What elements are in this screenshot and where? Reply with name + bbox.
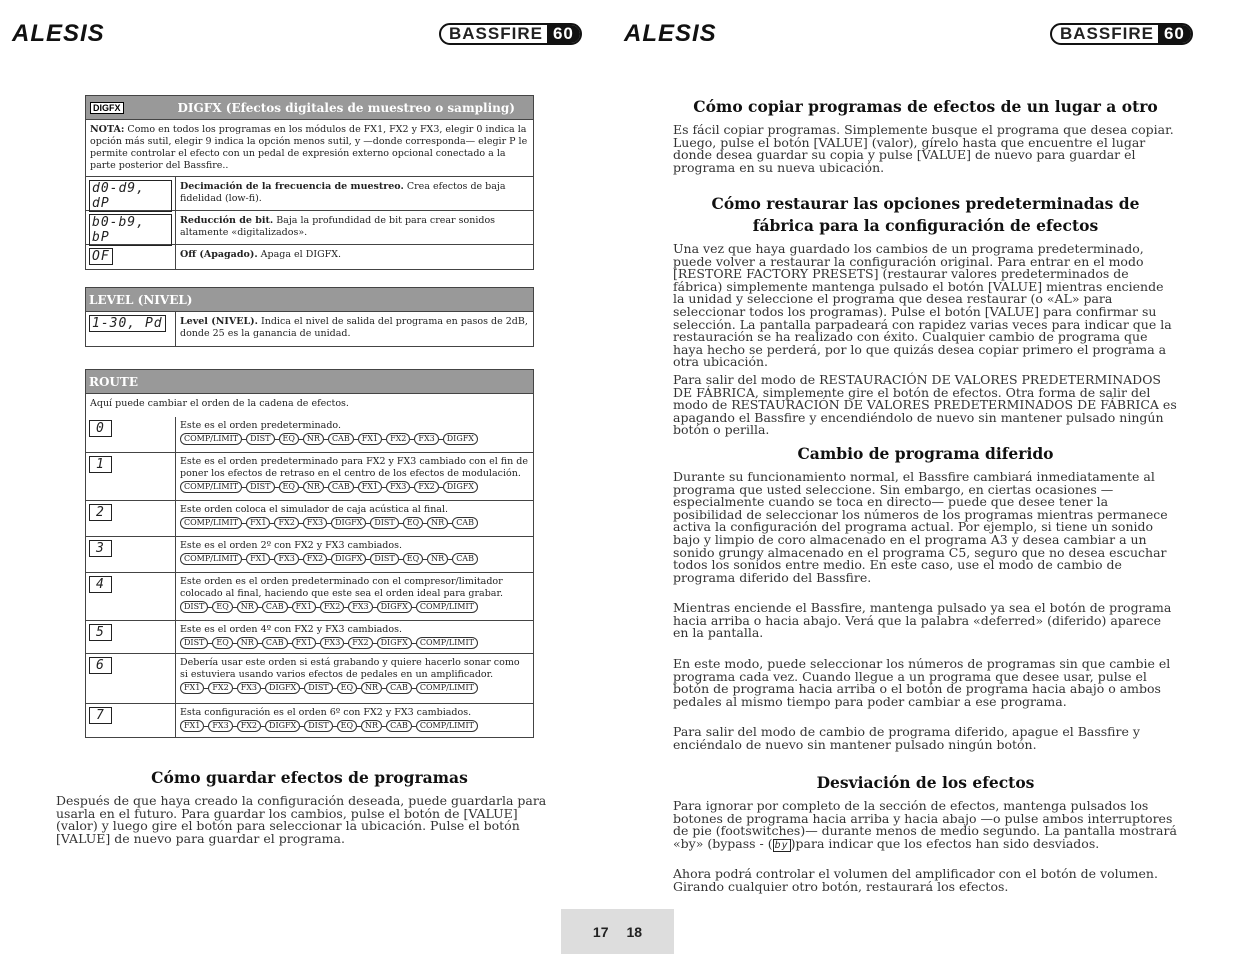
effect-chip: NR — [427, 517, 448, 529]
page-number-right: 18 — [626, 923, 643, 940]
lcd-display: 1-30, Pd — [89, 315, 166, 332]
digfx-row — [86, 176, 533, 210]
row-desc: Indica el nivel de salida del programa en pasos de 2dB, donde 25 es la ganancia de unidad. — [180, 316, 528, 339]
effect-chip: CAB — [262, 601, 288, 613]
digfx-header — [86, 96, 533, 120]
effect-chip: DIST — [304, 682, 332, 694]
lcd-cell — [86, 417, 176, 452]
effect-chip: DIGFX — [443, 481, 478, 493]
effect-chain — [180, 682, 529, 694]
route-row — [86, 452, 533, 500]
row-desc: Apaga el DIGFX. — [260, 249, 342, 260]
effect-chip: FX1 — [358, 433, 382, 445]
digfx-note — [86, 120, 533, 176]
effect-chip: EQ — [212, 637, 232, 649]
effect-chip: DIGFX — [331, 517, 366, 529]
effect-chip: COMP/LIMIT — [180, 433, 242, 445]
effect-chip: EQ — [279, 481, 299, 493]
route-row — [86, 620, 533, 653]
lcd-cell — [86, 654, 176, 703]
bassfire-number: 60 — [547, 25, 580, 43]
chain-connector — [275, 439, 279, 440]
effect-chip: FX3 — [303, 517, 327, 529]
effect-chip: EQ — [212, 601, 232, 613]
level-header — [86, 288, 533, 312]
paragraph-save: Después de que haya creado la configuración deseada, puede guardarla para usarla en el futuro. Para guardar los cambios, pulse el botón de [VALUE] (valor) y luego gire el botón para seleccionar la ubicación. Pulse el botón [VALUE] de nuevo para guardar el programa. — [56, 793, 547, 846]
bassfire-text: BASSFIRE — [1060, 24, 1154, 43]
paragraph-copy: Es fácil copiar programas. Simplemente busque el programa que desea copiar. Luego, pulse el botón [VALUE] (valor), gírelo hasta que encuentre el lugar donde desea guardar su copia y pulse [VALUE] de nuevo para guardar el programa en su nueva ubicación. — [673, 122, 1174, 175]
effect-chip: NR — [303, 433, 324, 445]
bypass-lcd: by — [774, 839, 789, 851]
effect-chip: COMP/LIMIT — [180, 481, 242, 493]
level-row — [86, 312, 533, 346]
bassfire-number: 60 — [1158, 25, 1191, 43]
effect-chain — [180, 637, 529, 649]
effect-chip: EQ — [337, 720, 357, 732]
bassfire-logo-right — [1050, 23, 1193, 45]
page-numbers — [561, 909, 674, 954]
effect-chip: FX2 — [237, 720, 261, 732]
route-title: ROUTE — [89, 374, 138, 389]
bypass-text-b: )para indicar que los efectos han sido desviados. — [790, 835, 1100, 851]
effect-chain — [180, 517, 529, 529]
paragraph-deferred-3: En este modo, puede seleccionar los números de programas sin que cambie el programa cada vez. Cuando llegue a un programa que desee usar, pulse el botón de programa hacia arriba o el botón de programa hacia abajo o ambos pedales al mismo tiempo para poder cambiar a ese programa. — [673, 656, 1171, 709]
digfx-row — [86, 244, 533, 269]
lcd-cell — [86, 501, 176, 536]
effect-chip: DIGFX — [377, 637, 412, 649]
effect-chip: FX3 — [274, 553, 298, 565]
effect-chip: DIST — [304, 720, 332, 732]
effect-chain — [180, 601, 529, 613]
alesis-logo-right: ALESIS — [624, 20, 717, 47]
paragraph-volume: Ahora podrá controlar el volumen del amplificador con el botón de volumen. Girando cualquier otro botón, restaurará los efectos. — [673, 866, 1158, 894]
row-label: Off (Apagado). — [180, 249, 258, 260]
lcd-display: 3 — [89, 540, 112, 557]
heading-save: Cómo guardar efectos de programas — [151, 768, 468, 787]
route-row — [86, 653, 533, 703]
lcd-cell — [86, 245, 176, 269]
effect-chip: NR — [303, 481, 324, 493]
route-desc: Esta configuración es el orden 6º con FX2 y FX3 cambiados. — [180, 707, 472, 718]
effect-chain — [180, 481, 529, 493]
effect-chip: CAB — [328, 481, 354, 493]
effect-chip: EQ — [279, 433, 299, 445]
lcd-cell — [86, 177, 176, 210]
route-row — [86, 572, 533, 620]
effect-chip: DIGFX — [331, 553, 366, 565]
effect-chip: DIST — [370, 517, 398, 529]
digfx-row — [86, 210, 533, 244]
lcd-cell — [86, 312, 176, 346]
paragraph-deferred-2: Mientras enciende el Bassfire, mantenga pulsado ya sea el botón de programa hacia arriba o hacia abajo. Verá que la palabra «deferred» (diferido) aparece en la pantalla. — [673, 600, 1172, 641]
effect-chip: DIGFX — [377, 601, 412, 613]
effect-chip: FX3 — [386, 481, 410, 493]
row-desc: Baja la profundidad de bit para crear sonidos altamente «digitalizados». — [180, 215, 496, 238]
route-header — [86, 370, 533, 394]
lcd-display: OF — [89, 248, 113, 265]
heading-restore-line2: fábrica para la configuración de efectos — [752, 216, 1099, 235]
effect-chip: DIGFX — [265, 682, 300, 694]
effect-chip: FX3 — [237, 682, 261, 694]
digfx-title: DIGFX (Efectos digitales de muestreo o sampling) — [177, 100, 515, 115]
effect-chip: FX1 — [358, 481, 382, 493]
effect-chip: DIGFX — [265, 720, 300, 732]
effect-chip: COMP/LIMIT — [180, 517, 242, 529]
bassfire-logo-left — [439, 23, 582, 45]
digfx-table — [85, 95, 534, 270]
row-label: Level (NIVEL). — [180, 316, 258, 327]
effect-chip: DIGFX — [443, 433, 478, 445]
effect-chip: CAB — [262, 637, 288, 649]
effect-chip: EQ — [403, 517, 423, 529]
effect-chain — [180, 553, 529, 565]
effect-chain — [180, 433, 529, 445]
route-row — [86, 500, 533, 536]
effect-chip: FX2 — [208, 682, 232, 694]
effect-chip: COMP/LIMIT — [180, 553, 242, 565]
effect-chip: FX3 — [348, 601, 372, 613]
paragraph-restore: Una vez que haya guardado los cambios de un programa predeterminado, puede volver a restaurar la configuración original. Para entrar en el modo [RESTORE FACTORY PRESETS] (restaurar valores predeterminados de fábrica) simplemente mantenga pulsado el botón [VALUE] mientras enciende la unidad y seleccione el programa que desea restaurar (o «AL» para seleccionar todos los programas). Pulse el botón [VALUE] para confirmar su selección. La pantalla parpadeará con rapidez varias veces para indicar que la restauración se ha realizado con éxito. Cualquier cambio de programa que haya hecho se perderá, por lo que quizás desea copiar primero el programa a otra ubicación. — [673, 241, 1172, 370]
level-title: LEVEL (NIVEL) — [89, 292, 193, 307]
lcd-cell — [86, 704, 176, 737]
lcd-display: 6 — [89, 657, 112, 674]
route-row — [86, 417, 533, 452]
paragraph-deferred-1: Durante su funcionamiento normal, el Bassfire cambiará inmediatamente al programa que usted seleccione. Sin embargo, en ciertas ocasiones —especialmente cuando se toca en directo— puede que desee tener la posibilidad de seleccionar los números de los programas mientras permanece activa la configuración del programa actual. Por ejemplo, si tiene un sonido bajo y limpio de coro almacenado en el programa A3 y desea cambiar a un sonido grungy almacenado en el programa C5, seguro que no desea escuchar todos los sonidos entre medio. En este caso, use el modo de cambio de programa diferido del Bassfire. — [673, 469, 1168, 585]
lcd-display: b0-b9, bP — [89, 214, 172, 246]
row-label: Decimación de la frecuencia de muestreo. — [180, 181, 404, 192]
route-desc: Este es el orden 4º con FX2 y FX3 cambiados. — [180, 624, 402, 635]
lcd-display: 2 — [89, 504, 112, 521]
route-desc: Este es el orden predeterminado. — [180, 420, 341, 431]
effect-chip: NR — [427, 553, 448, 565]
heading-copy: Cómo copiar programas de efectos de un lugar a otro — [693, 97, 1158, 116]
effect-chip: COMP/LIMIT — [416, 682, 478, 694]
lcd-cell — [86, 537, 176, 572]
effect-chip: NR — [361, 720, 382, 732]
effect-chip: FX3 — [208, 720, 232, 732]
effect-chip: COMP/LIMIT — [416, 720, 478, 732]
bypass-text-a: Para ignorar por completo de la sección de efectos, mantenga pulsados los botones de programa hacia arriba y hacia abajo —o pulse ambos interruptores de pie (footswitches)— durante menos de medio segundo. La pantalla mostrará «by» (bypass - ( — [673, 798, 1177, 851]
effect-chip: FX2 — [320, 601, 344, 613]
lcd-cell — [86, 573, 176, 620]
effect-chip: NR — [361, 682, 382, 694]
paragraph-bypass — [673, 800, 1178, 852]
effect-chip: FX3 — [320, 637, 344, 649]
effect-chain — [180, 720, 529, 732]
chain-connector — [275, 487, 279, 488]
effect-chip: FX2 — [303, 553, 327, 565]
effect-chip: FX1 — [180, 720, 204, 732]
paragraph-deferred-4: Para salir del modo de cambio de programa diferido, apague el Bassfire y enciéndalo de nuevo sin mantener pulsado ningún botón. — [673, 724, 1140, 752]
effect-chip: DIST — [246, 481, 274, 493]
digfx-icon: DIGFX — [90, 102, 124, 114]
lcd-display: 0 — [89, 420, 112, 437]
effect-chip: DIST — [180, 601, 208, 613]
effect-chip: NR — [237, 637, 258, 649]
lcd-display: d0-d9, dP — [89, 180, 172, 212]
route-desc: Este orden coloca el simulador de caja acústica al final. — [180, 504, 449, 515]
effect-chip: FX2 — [386, 433, 410, 445]
lcd-display: 4 — [89, 576, 112, 593]
heading-bypass: Desviación de los efectos — [816, 773, 1035, 792]
effect-chip: FX2 — [414, 481, 438, 493]
lcd-cell — [86, 453, 176, 500]
route-desc: Debería usar este orden si está grabando y quiere hacerlo sonar como si estuviera usando varios efectos de pedales en un amplificador. — [180, 657, 520, 680]
effect-chip: DIST — [370, 553, 398, 565]
alesis-logo-left: ALESIS — [12, 20, 105, 47]
effect-chip: CAB — [386, 682, 412, 694]
effect-chip: FX1 — [292, 637, 316, 649]
effect-chip: FX1 — [180, 682, 204, 694]
effect-chip: EQ — [337, 682, 357, 694]
route-row — [86, 536, 533, 572]
route-desc: Este orden es el orden predeterminado con el compresor/limitador colocado al final, haciendo que este sea el orden ideal para grabar. — [180, 576, 503, 599]
bassfire-text: BASSFIRE — [449, 24, 543, 43]
route-desc: Este es el orden predeterminado para FX2 y FX3 cambiado con el fin de poner los efectos de retraso en el centro de los efectos de modulación. — [180, 456, 528, 479]
effect-chip: FX1 — [246, 553, 270, 565]
note-label: NOTA: — [90, 124, 125, 135]
lcd-display: 1 — [89, 456, 112, 473]
lcd-cell — [86, 621, 176, 653]
note-text: Como en todos los programas en los módulos de FX1, FX2 y FX3, elegir 0 indica la opción más sutil, elegir 9 indica la opción menos sutil, y —donde corresponda— elegir P le permite controlar el efecto con un pedal de expresión externo opcional conectado a la parte posterior del Bassfire.. — [90, 124, 528, 171]
heading-restore-line1: Cómo restaurar las opciones predeterminadas de — [711, 194, 1140, 213]
heading-deferred: Cambio de programa diferido — [797, 444, 1054, 463]
lcd-cell — [86, 211, 176, 244]
effect-chip: FX2 — [274, 517, 298, 529]
effect-chip: FX1 — [292, 601, 316, 613]
effect-chip: COMP/LIMIT — [416, 637, 478, 649]
effect-chip: CAB — [452, 517, 478, 529]
page-number-left: 17 — [592, 923, 609, 940]
effect-chip: CAB — [452, 553, 478, 565]
effect-chip: FX1 — [246, 517, 270, 529]
paragraph-exit-restore: Para salir del modo de RESTAURACIÓN DE VALORES PREDETERMINADOS DE FÁBRICA, simplemente gire el botón de efectos. Otra forma de salir del modo de RESTAURACIÓN DE VALORES PREDETERMINADOS DE FÁBRICA es apagando el Bassfire y encendiéndolo de nuevo sin mantener pulsado ningún botón o perilla. — [673, 372, 1177, 438]
effect-chip: EQ — [403, 553, 423, 565]
effect-chip: FX2 — [348, 637, 372, 649]
route-table — [85, 369, 534, 738]
lcd-display: 7 — [89, 707, 112, 724]
route-row — [86, 703, 533, 737]
effect-chip: NR — [237, 601, 258, 613]
route-desc: Este es el orden 2º con FX2 y FX3 cambiados. — [180, 540, 402, 551]
row-desc: Crea efectos de baja fidelidad (low-fi). — [180, 181, 506, 204]
effect-chip: CAB — [386, 720, 412, 732]
effect-chip: DIST — [246, 433, 274, 445]
level-table — [85, 287, 534, 347]
effect-chip: FX3 — [414, 433, 438, 445]
effect-chip: CAB — [328, 433, 354, 445]
effect-chip: COMP/LIMIT — [416, 601, 478, 613]
lcd-display: 5 — [89, 624, 112, 641]
effect-chip: DIST — [180, 637, 208, 649]
route-intro: Aquí puede cambiar el orden de la cadena de efectos. — [90, 398, 349, 409]
row-label: Reducción de bit. — [180, 215, 274, 226]
